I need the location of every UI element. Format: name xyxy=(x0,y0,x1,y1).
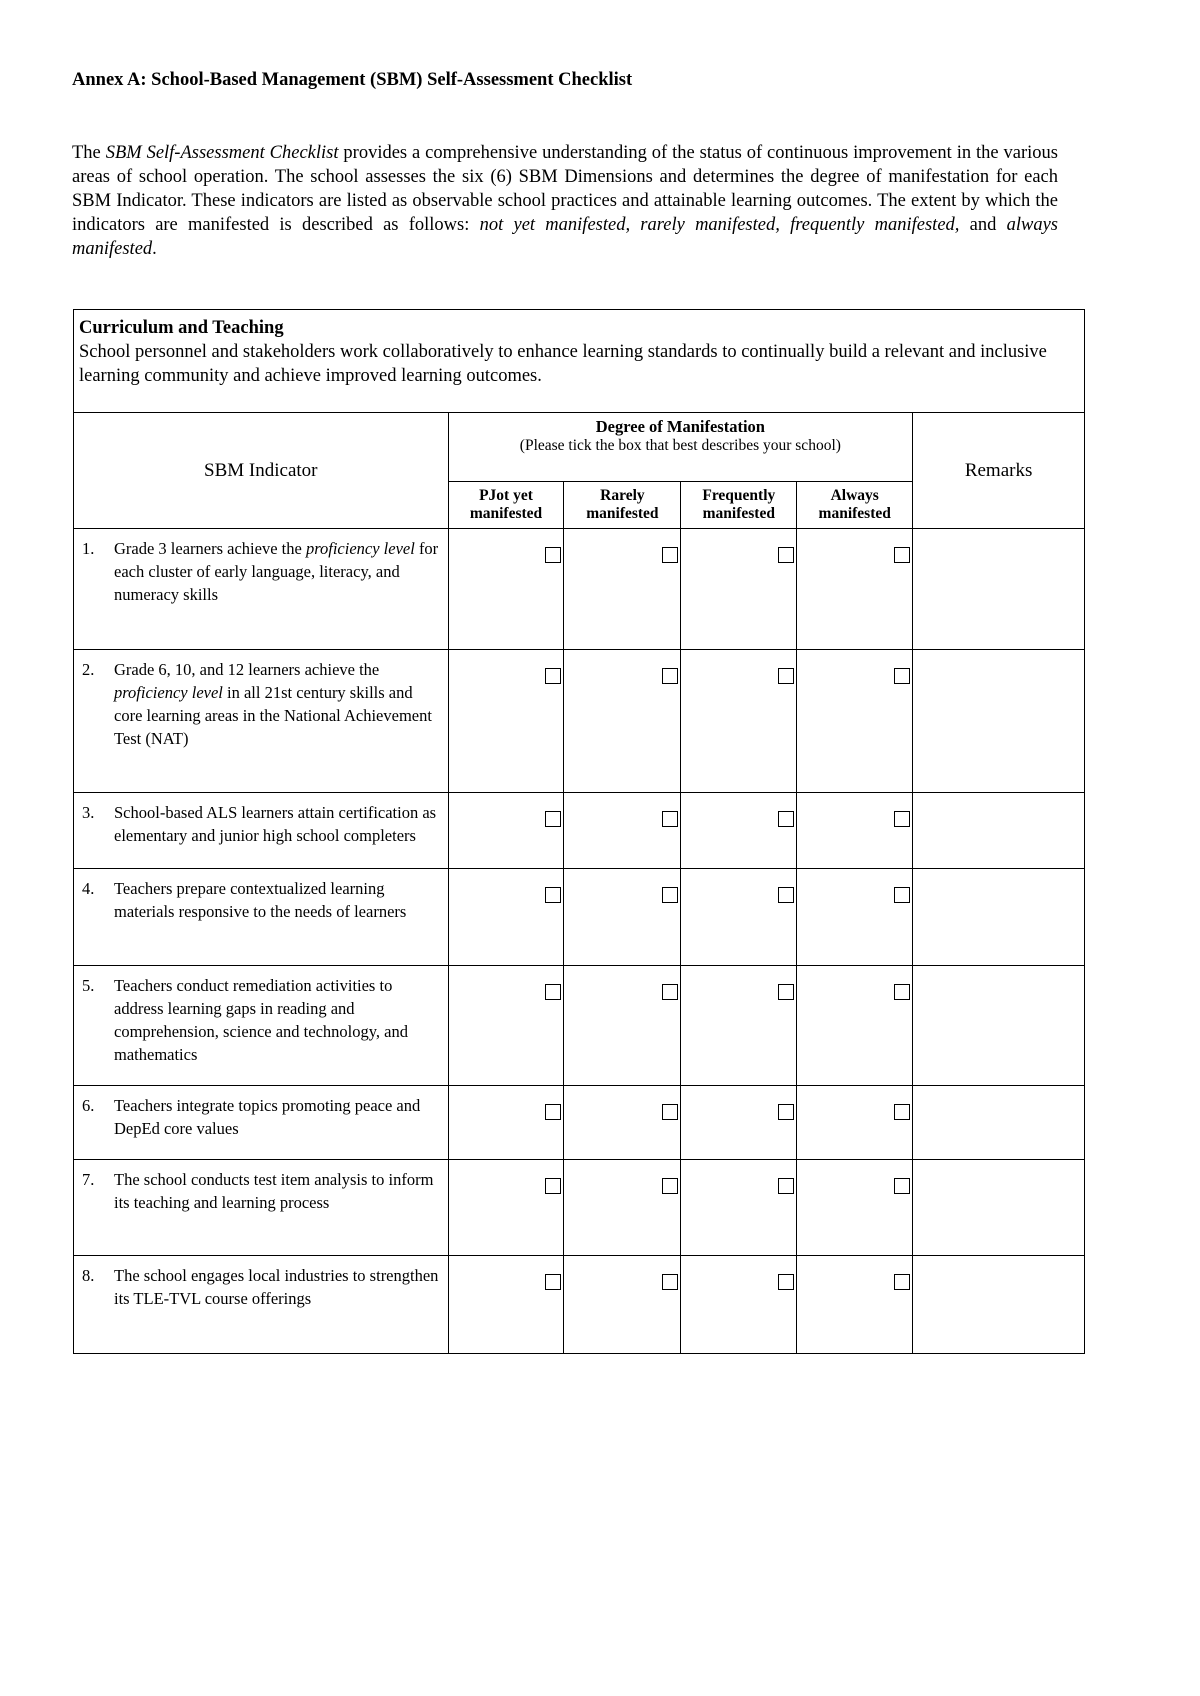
checkbox-rarely[interactable] xyxy=(662,668,678,684)
option-cell-always xyxy=(797,1256,913,1354)
header-degree-title: Degree of Manifestation xyxy=(595,417,765,436)
header-option-rarely: Rarely manifested xyxy=(564,482,681,529)
indicator-row xyxy=(74,1160,1085,1256)
option-cell-not-yet xyxy=(448,1256,564,1354)
header-degree-note: (Please tick the box that best describes your school) xyxy=(519,437,841,454)
self-assessment-table xyxy=(73,309,1085,1354)
checkbox-frequently[interactable] xyxy=(778,1178,794,1194)
intro-text-4: . xyxy=(152,239,157,259)
indicator-row xyxy=(74,529,1085,650)
option-cell-always xyxy=(797,1160,913,1256)
option-cell-not-yet xyxy=(448,650,564,793)
option-cell-not-yet xyxy=(448,793,564,869)
dimension-cell xyxy=(74,310,1085,413)
checkbox-rarely[interactable] xyxy=(662,887,678,903)
checkbox-frequently[interactable] xyxy=(778,984,794,1000)
dimension-row xyxy=(74,310,1085,413)
header-option-frequently: Frequently manifested xyxy=(681,482,797,529)
option-cell-always xyxy=(797,650,913,793)
indicator-text xyxy=(114,1264,442,1310)
dimension-description: School personnel and stakeholders work collaboratively to enhance learning standards to continually build a relevant and inclusive learning community and achieve improved learning outcomes. xyxy=(79,342,1047,386)
remarks-cell[interactable] xyxy=(913,1160,1085,1256)
option-cell-always xyxy=(797,529,913,650)
intro-text-2: provides a comprehensive understanding of the status of continuous improvement in the various areas of school operation. The school assesses the six (6) SBM Dimensions and determines the degree of manifestation for each SBM Indicator. These indicators are listed as observable school practices and attainable learning outcomes. The extent by which the indicators are manifested is described as follows: xyxy=(72,143,1058,235)
checkbox-always[interactable] xyxy=(894,887,910,903)
remarks-cell[interactable] xyxy=(913,650,1085,793)
indicator-cell xyxy=(74,869,449,966)
indicator-text-post: in all 21st century skills and core learning areas in the National Achievement Test (NAT) xyxy=(114,683,432,748)
remarks-cell[interactable] xyxy=(913,1256,1085,1354)
checkbox-always[interactable] xyxy=(894,1104,910,1120)
indicator-text xyxy=(114,1168,442,1214)
indicator-item xyxy=(82,1168,442,1214)
indicator-number: 6. xyxy=(82,1096,95,1115)
indicator-cell xyxy=(74,1256,449,1354)
checkbox-always[interactable] xyxy=(894,984,910,1000)
indicator-item xyxy=(82,537,442,606)
checkbox-rarely[interactable] xyxy=(662,547,678,563)
indicator-text-pre: The school engages local industries to strengthen its TLE-TVL course offerings xyxy=(114,1266,439,1308)
indicator-cell xyxy=(74,650,449,793)
option-cell-rarely xyxy=(564,869,681,966)
checkbox-not-yet[interactable] xyxy=(545,1104,561,1120)
intro-italic-levels: not yet manifested, rarely manifested, frequently manifested, xyxy=(479,215,960,235)
indicator-row xyxy=(74,1086,1085,1160)
header-row xyxy=(74,413,1085,482)
option-cell-frequently xyxy=(681,793,797,869)
remarks-cell[interactable] xyxy=(913,1086,1085,1160)
option-cell-frequently xyxy=(681,869,797,966)
checkbox-rarely[interactable] xyxy=(662,811,678,827)
intro-italic-always: always manifested xyxy=(72,215,1058,259)
indicator-item xyxy=(82,658,442,750)
indicator-cell xyxy=(74,529,449,650)
intro-text-3: and xyxy=(959,215,1007,235)
indicator-item xyxy=(82,1094,442,1140)
checkbox-frequently[interactable] xyxy=(778,668,794,684)
indicator-text-pre: Teachers conduct remediation activities to address learning gaps in reading and comprehension, science and technology, and mathematics xyxy=(114,976,408,1064)
indicator-text-pre: Grade 6, 10, and 12 learners achieve the xyxy=(114,660,380,679)
indicator-text-emphasis: proficiency level xyxy=(114,683,223,702)
header-degree xyxy=(448,413,913,482)
checkbox-not-yet[interactable] xyxy=(545,547,561,563)
indicator-item xyxy=(82,974,442,1066)
option-cell-frequently xyxy=(681,966,797,1086)
indicator-text-post: for each cluster of early language, literacy, and numeracy skills xyxy=(114,539,439,604)
option-cell-always xyxy=(797,966,913,1086)
checkbox-not-yet[interactable] xyxy=(545,1274,561,1290)
indicator-text-pre: Teachers integrate topics promoting peace and DepEd core values xyxy=(114,1096,421,1138)
option-cell-frequently xyxy=(681,1086,797,1160)
indicator-text xyxy=(114,801,442,847)
indicator-row xyxy=(74,966,1085,1086)
header-option-always: Always manifested xyxy=(797,482,913,529)
indicator-cell xyxy=(74,966,449,1086)
indicator-item xyxy=(82,1264,442,1310)
checkbox-frequently[interactable] xyxy=(778,1104,794,1120)
remarks-cell[interactable] xyxy=(913,793,1085,869)
option-cell-frequently xyxy=(681,529,797,650)
indicator-text xyxy=(114,658,442,750)
indicator-number: 4. xyxy=(82,879,95,898)
indicator-row xyxy=(74,869,1085,966)
checkbox-frequently[interactable] xyxy=(778,547,794,563)
option-cell-not-yet xyxy=(448,869,564,966)
option-cell-not-yet xyxy=(448,1160,564,1256)
header-sbm-indicator: SBM Indicator xyxy=(74,413,449,529)
checkbox-not-yet[interactable] xyxy=(545,668,561,684)
intro-paragraph xyxy=(72,141,1058,261)
checkbox-rarely[interactable] xyxy=(662,1178,678,1194)
indicator-number: 7. xyxy=(82,1170,95,1189)
option-cell-rarely xyxy=(564,793,681,869)
option-cell-rarely xyxy=(564,1160,681,1256)
checkbox-rarely[interactable] xyxy=(662,1104,678,1120)
option-cell-rarely xyxy=(564,1086,681,1160)
indicator-text xyxy=(114,877,442,923)
checkbox-rarely[interactable] xyxy=(662,1274,678,1290)
indicator-number: 5. xyxy=(82,976,95,995)
indicator-number: 1. xyxy=(82,539,95,558)
option-cell-not-yet xyxy=(448,1086,564,1160)
header-remarks: Remarks xyxy=(913,413,1085,529)
indicator-text-pre: Teachers prepare contextualized learning materials responsive to the needs of learners xyxy=(114,879,407,921)
option-cell-frequently xyxy=(681,1256,797,1354)
option-cell-frequently xyxy=(681,650,797,793)
checkbox-not-yet[interactable] xyxy=(545,887,561,903)
option-cell-rarely xyxy=(564,650,681,793)
indicator-number: 8. xyxy=(82,1266,95,1285)
option-cell-frequently xyxy=(681,1160,797,1256)
document-title: Annex A: School-Based Management (SBM) Self-Assessment Checklist xyxy=(72,70,633,90)
option-cell-not-yet xyxy=(448,529,564,650)
indicator-item xyxy=(82,801,442,847)
checkbox-not-yet[interactable] xyxy=(545,1178,561,1194)
indicator-row xyxy=(74,650,1085,793)
checkbox-frequently[interactable] xyxy=(778,1274,794,1290)
dimension-title: Curriculum and Teaching xyxy=(79,318,284,338)
indicator-text-pre: School-based ALS learners attain certification as elementary and junior high school completers xyxy=(114,803,437,845)
indicator-text-pre: Grade 3 learners achieve the xyxy=(114,539,306,558)
option-cell-rarely xyxy=(564,529,681,650)
checkbox-frequently[interactable] xyxy=(778,811,794,827)
indicator-number: 3. xyxy=(82,803,95,822)
checkbox-rarely[interactable] xyxy=(662,984,678,1000)
option-cell-always xyxy=(797,793,913,869)
indicator-row xyxy=(74,1256,1085,1354)
checkbox-always[interactable] xyxy=(894,811,910,827)
option-cell-rarely xyxy=(564,966,681,1086)
checkbox-always[interactable] xyxy=(894,1178,910,1194)
remarks-cell[interactable] xyxy=(913,869,1085,966)
option-cell-not-yet xyxy=(448,966,564,1086)
indicator-cell xyxy=(74,1160,449,1256)
intro-italic-checklist: SBM Self-Assessment Checklist xyxy=(105,143,339,163)
checkbox-not-yet[interactable] xyxy=(545,811,561,827)
checkbox-always[interactable] xyxy=(894,668,910,684)
checkbox-always[interactable] xyxy=(894,547,910,563)
indicator-item xyxy=(82,877,442,923)
indicator-text-emphasis: proficiency level xyxy=(305,539,415,558)
checkbox-not-yet[interactable] xyxy=(545,984,561,1000)
indicator-cell xyxy=(74,1086,449,1160)
indicator-row xyxy=(74,793,1085,869)
option-cell-rarely xyxy=(564,1256,681,1354)
indicator-text xyxy=(114,1094,442,1140)
header-option-not-yet: PJot yet manifested xyxy=(448,482,564,529)
checkbox-frequently[interactable] xyxy=(778,887,794,903)
indicator-text xyxy=(114,537,442,606)
indicator-text xyxy=(114,974,442,1066)
indicator-cell xyxy=(74,793,449,869)
indicator-number: 2. xyxy=(82,660,95,679)
remarks-cell[interactable] xyxy=(913,966,1085,1086)
indicator-text-pre: The school conducts test item analysis to inform its teaching and learning process xyxy=(114,1170,434,1212)
checkbox-always[interactable] xyxy=(894,1274,910,1290)
remarks-cell[interactable] xyxy=(913,529,1085,650)
intro-text-1: The xyxy=(72,143,106,163)
option-cell-always xyxy=(797,1086,913,1160)
option-cell-always xyxy=(797,869,913,966)
